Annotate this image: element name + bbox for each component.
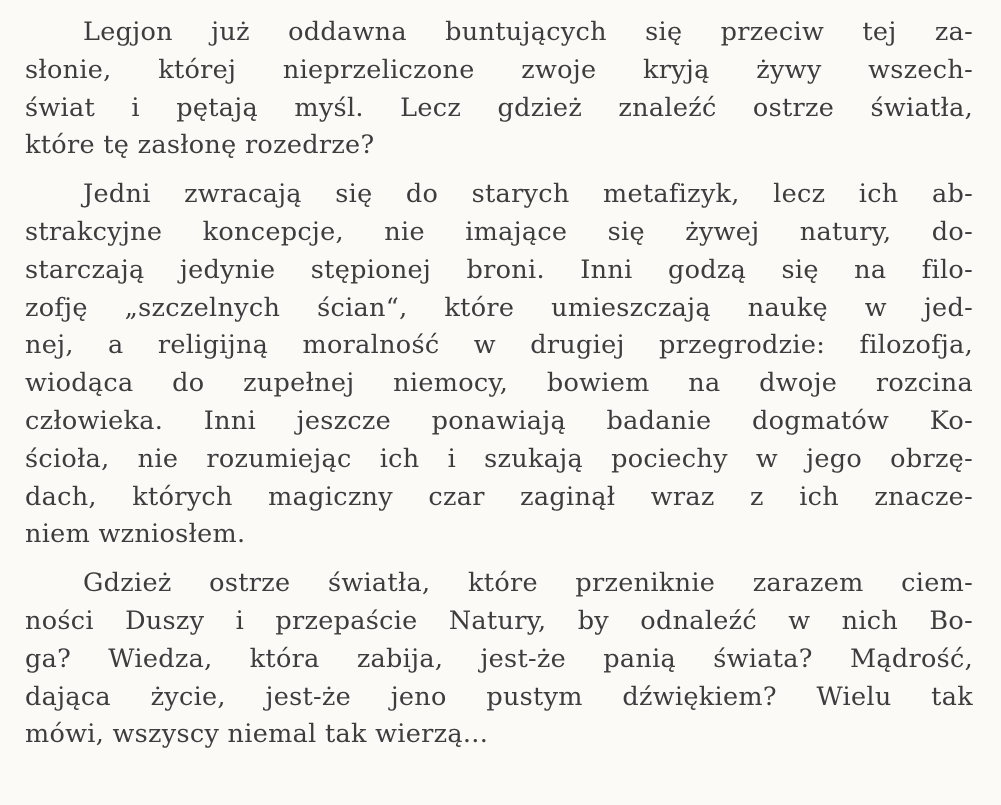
paragraph-1 — [25, 14, 973, 165]
text-line: nej, a religijną moralność w drugiej przegrodzie: filozofja, — [25, 330, 973, 361]
text-line: Jedni zwracają się do starych metafizyk, lecz ich ab- — [83, 179, 973, 210]
text-line: strakcyjne koncepcje, nie imające się żywej natury, do- — [25, 216, 973, 247]
text-line: ności Duszy i przepaście Natury, by odnaleźć w nich Bo- — [25, 605, 973, 636]
paragraph-2 — [25, 176, 973, 554]
text-line: mówi, wszyscy niemal tak wierzą... — [25, 719, 489, 750]
text-line: ścioła, nie rozumiejąc ich i szukają pociechy w jego obrzę- — [25, 443, 973, 474]
paragraph-3 — [25, 565, 973, 754]
text-line: świat i pętają myśl. Lecz gdzież znaleźć ostrze światła, — [25, 92, 973, 123]
text-line: starczają jedynie stępionej broni. Inni godzą się na filo- — [25, 254, 973, 285]
text-line: zofję „szczelnych ścian“, które umieszczają naukę w jed- — [25, 292, 973, 323]
text-line: człowieka. Inni jeszcze ponawiają badanie dogmatów Ko- — [25, 405, 973, 436]
text-line: słonie, której nieprzeliczone zwoje kryją żywy wszech- — [25, 54, 973, 85]
text-line: wiodąca do zupełnej niemocy, bowiem na dwoje rozcina — [25, 368, 973, 399]
text-line: które tę zasłonę rozedrze? — [25, 130, 375, 161]
text-line: niem wzniosłem. — [25, 519, 246, 550]
text-line: ga? Wiedza, która zabija, jest-że panią świata? Mądrość, — [25, 643, 973, 674]
text-line: dach, których magiczny czar zaginął wraz z ich znacze- — [25, 481, 973, 512]
text-line: Gdzież ostrze światła, które przeniknie zarazem ciem- — [83, 568, 973, 599]
text-line: dająca życie, jest-że jeno pustym dźwiękiem? Wielu tak — [25, 681, 973, 712]
text-line: Legjon już oddawna buntujących się przeciw tej za- — [83, 17, 973, 47]
